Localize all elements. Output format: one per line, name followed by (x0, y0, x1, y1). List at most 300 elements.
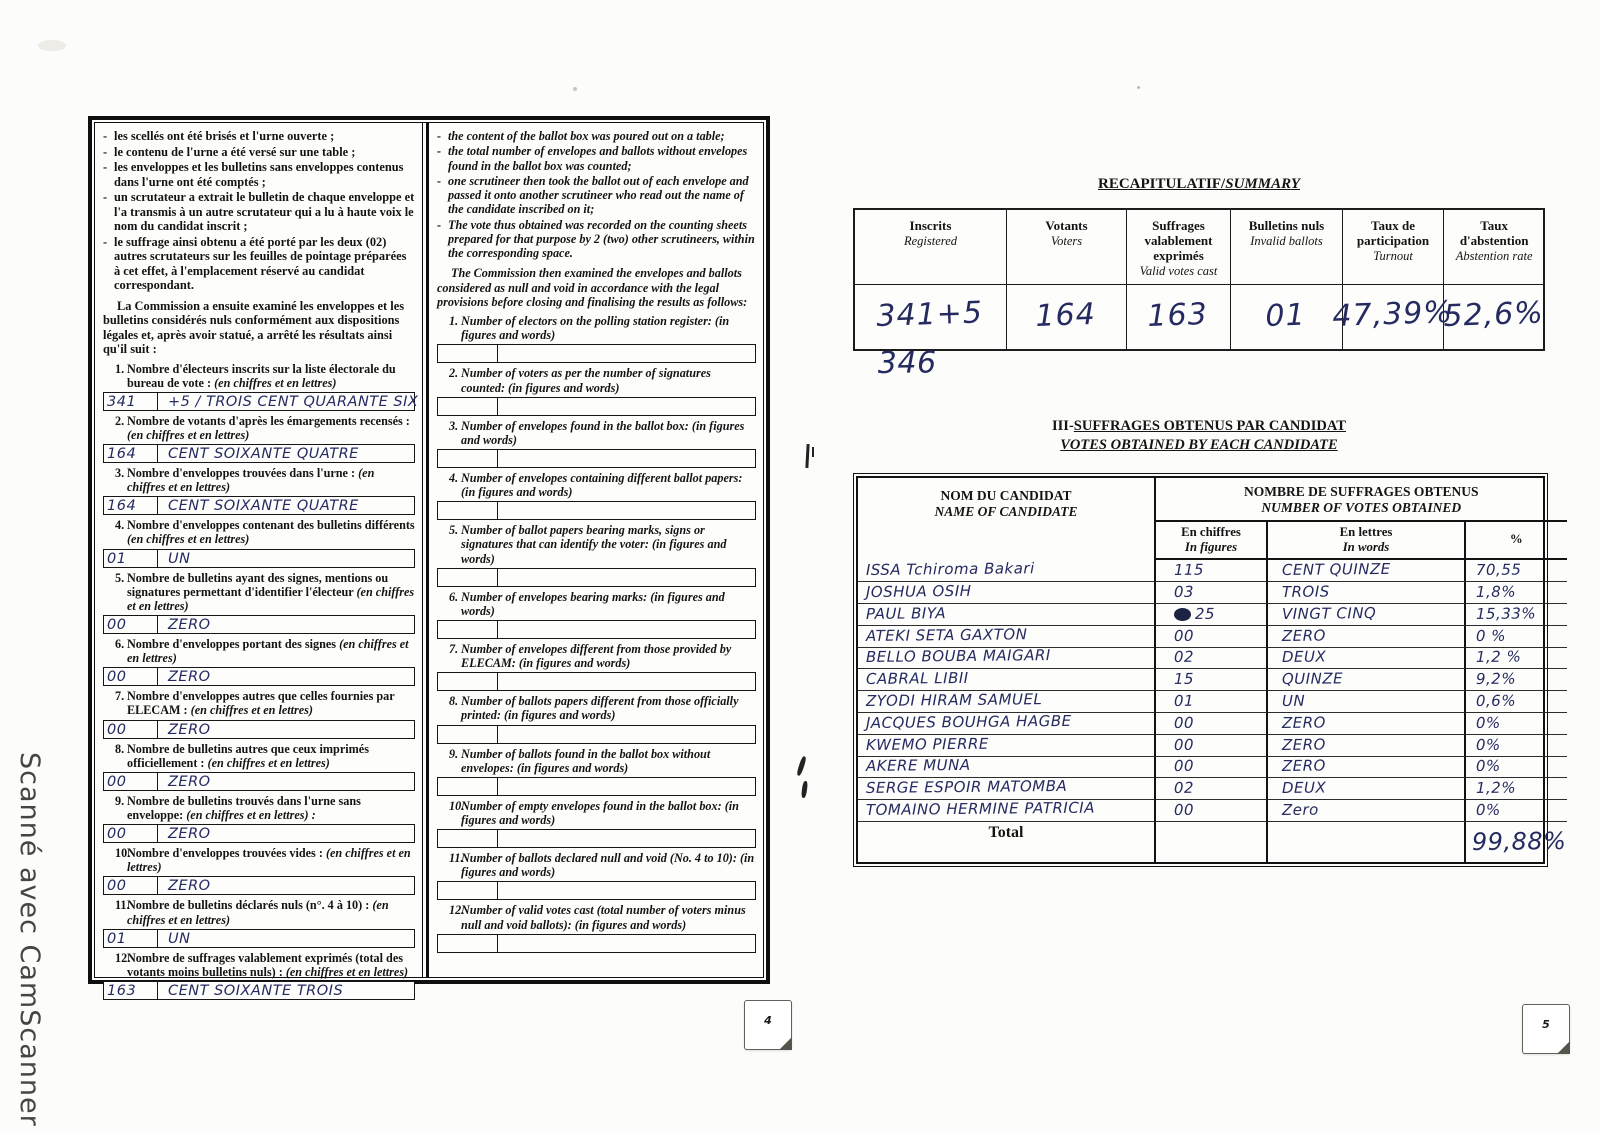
words-cell (158, 930, 414, 947)
item-number: 7. (115, 689, 125, 704)
candidate-figures: 02 (1173, 779, 1195, 798)
summary-title (853, 176, 1545, 193)
figures-cell (104, 393, 158, 410)
candidate-name: CABRAL LIBII (865, 669, 969, 689)
words-cell (498, 450, 755, 467)
candidate-percent-cell (1466, 604, 1567, 626)
item-label-text: Nombre de votants d'après les émargements recensés : (127, 413, 410, 428)
item-label-line (437, 471, 756, 499)
item-number: 5. (449, 523, 459, 538)
candidate-words: ZERO (1281, 757, 1326, 776)
figures-cell (438, 502, 498, 519)
figures-cell (438, 935, 498, 952)
section-title-fr: SUFFRAGES OBTENUS PAR CANDIDAT (1073, 418, 1346, 434)
item-label (127, 571, 415, 613)
item-number: 11. (115, 898, 130, 913)
item-label (127, 846, 415, 874)
form-item-en (437, 799, 756, 848)
words-cell (158, 825, 414, 842)
form-item-fr (103, 846, 415, 895)
figures-subheader (1156, 522, 1268, 560)
item-hint: (en chiffres et en lettres) (285, 964, 409, 979)
empty-value-box (437, 829, 756, 848)
form-item-fr (103, 742, 415, 791)
bullet-dash: - (437, 144, 442, 159)
page-number-5: 5 (1542, 1018, 1550, 1031)
candidate-percent: 0% (1475, 713, 1501, 732)
figures-cell (438, 882, 498, 899)
bullet-dash: - (103, 129, 108, 143)
candidate-words: ZERO (1281, 735, 1326, 754)
item-label: Number of ballots found in the ballot box without envelopes: (in figures and words) (461, 746, 711, 775)
candidate-name: KWEMO PIERRE (865, 734, 989, 754)
total-label: Total (858, 822, 1156, 862)
figures-cell (104, 930, 158, 947)
empty-value-box (437, 501, 756, 520)
form-item-en (437, 314, 756, 363)
camscanner-watermark: Scanné avec CamScanner (14, 752, 45, 1127)
candidate-figures: 00 (1173, 800, 1195, 820)
empty-value-box (437, 672, 756, 691)
form-item-fr (103, 518, 415, 567)
candidate-figures-cell (1156, 778, 1268, 800)
candidate-name-cell (858, 713, 1156, 735)
value-box (103, 929, 415, 948)
item-label: Number of envelopes containing different ballot papers: (in figures and words) (461, 471, 743, 500)
item-number: 1. (449, 314, 459, 329)
candidate-figures: 00 (1173, 735, 1195, 754)
handwritten-words: CENT SOIXANTE QUATRE (168, 498, 359, 515)
candidate-name: ZYODI HIRAM SAMUEL (865, 690, 1043, 711)
french-commission-paragraph: La Commission a ensuite examiné les enveloppes et les bulletins considérés nuls conformément aux dispositions légales et, après avoir statué, a arrêté les résultats ainsi qu'il suit : (103, 298, 405, 356)
candidate-percent-cell (1466, 669, 1567, 691)
value-box (103, 772, 415, 791)
words-cell (498, 882, 755, 899)
candidate-figures-cell (1156, 757, 1268, 779)
candidate-percent-cell (1466, 757, 1567, 779)
candidate-figures: 03 (1173, 582, 1195, 602)
form-border (94, 122, 764, 1000)
candidate-percent: 0% (1475, 757, 1501, 776)
item-label (127, 637, 415, 665)
empty-value-box (437, 881, 756, 900)
candidate-name: TOMAINO HERMINE PATRICIA (865, 798, 1096, 820)
votes-obtained-header (1156, 478, 1567, 522)
name-header-en: NAME OF CANDIDATE (934, 504, 1078, 519)
item-label: Number of electors on the polling station register: (in figures and words) (461, 314, 730, 343)
bullet-dash: - (103, 190, 108, 204)
item-label (127, 689, 415, 717)
empty-value-box (437, 344, 756, 363)
summary-handwritten-value: 52,6% (1442, 295, 1545, 335)
summary-value-cell (1231, 285, 1343, 349)
candidate-figures: 01 (1173, 691, 1195, 711)
candidate-words-cell (1268, 713, 1466, 735)
candidate-words-cell (1268, 735, 1466, 757)
figures-cell (104, 825, 158, 842)
summary-header-cell (1231, 210, 1343, 285)
item-label (127, 742, 415, 770)
words-subheader-en: In words (1342, 539, 1390, 554)
candidate-percent: 0 % (1475, 626, 1507, 645)
candidate-name: JOSHUA OSIH (865, 581, 972, 602)
item-label: Number of voters as per the number of signatures counted: (in figures and words) (461, 366, 711, 395)
handwritten-figures: 01 (107, 930, 127, 947)
bullet-dash: - (437, 173, 442, 188)
candidate-words: ZERO (1281, 626, 1326, 645)
handwritten-figures: 163 (107, 983, 137, 1000)
handwritten-figures: 00 (107, 721, 127, 738)
item-label-line (103, 571, 415, 613)
item-number: 12. (115, 950, 131, 965)
item-label (127, 414, 415, 442)
item-hint: (en chiffres et en lettres) : (186, 808, 316, 823)
item-number: 4. (115, 518, 125, 533)
scan-speck (573, 87, 577, 91)
handwritten-words: +5 / TROIS CENT QUARANTE SIX (168, 393, 419, 410)
item-label-line (437, 851, 756, 879)
item-label-line (103, 637, 415, 665)
form-item-en (437, 366, 756, 415)
empty-value-box (437, 449, 756, 468)
item-number: 11. (449, 851, 464, 866)
name-header-fr: NOM DU CANDIDAT (940, 488, 1072, 503)
words-cell (158, 668, 414, 685)
handwritten-words: ZERO (168, 669, 211, 686)
bullet-dash: - (437, 217, 442, 232)
candidate-figures-cell (1156, 626, 1268, 648)
figures-cell (104, 982, 158, 999)
summary-header-fr: Bulletins nuls (1248, 218, 1325, 233)
candidate-name-cell (858, 800, 1156, 822)
candidate-figures-cell (1156, 604, 1268, 626)
handwritten-words: ZERO (168, 773, 211, 790)
words-cell (158, 445, 414, 462)
words-subheader (1268, 522, 1466, 560)
summary-header-en: Abstention rate (1455, 248, 1533, 263)
form-item-en (437, 590, 756, 639)
candidate-name-cell (858, 582, 1156, 604)
value-box (103, 667, 415, 686)
candidate-percent: 0% (1475, 735, 1501, 754)
candidate-words: QUINZE (1281, 669, 1344, 689)
handwritten-figures: 01 (107, 550, 127, 567)
handwritten-figures: 00 (107, 617, 127, 634)
item-label-line (437, 747, 756, 775)
item-label-line (437, 523, 756, 565)
item-label-line (437, 419, 756, 447)
item-label-line (437, 590, 756, 618)
bullet-dash: - (437, 129, 442, 143)
bullet-item (103, 145, 415, 160)
words-subheader-fr: En lettres (1339, 525, 1393, 539)
english-column (429, 123, 763, 977)
bullet-item (103, 129, 415, 144)
sticker-fold-icon (1557, 1041, 1570, 1054)
item-number: 9. (449, 746, 459, 761)
handwritten-figures: 00 (107, 878, 127, 895)
summary-header-cell (1127, 210, 1231, 285)
form-item-fr (103, 951, 415, 1000)
form-item-en (437, 747, 756, 796)
candidate-name: JACQUES BOUHGA HAGBE (865, 711, 1072, 732)
form-item-en (437, 903, 756, 952)
form-item-fr (103, 898, 415, 947)
summary-header-cell (855, 210, 1007, 285)
summary-header-en: Valid votes cast (1139, 263, 1218, 278)
item-label (127, 951, 415, 979)
words-cell (158, 497, 414, 514)
figures-cell (438, 673, 498, 690)
item-hint: (en chiffres et en lettres) (127, 427, 250, 442)
candidate-words-cell (1268, 757, 1466, 779)
summary-title-fr: RECAPITULATIF/ (1097, 176, 1226, 192)
item-label-text: Nombre de bulletins trouvés dans l'urne sans enveloppe: (127, 793, 361, 823)
figures-cell (104, 721, 158, 738)
item-number: 5. (115, 570, 125, 585)
percent-subheader-label: % (1509, 532, 1523, 547)
empty-value-box (437, 568, 756, 587)
candidate-words-cell (1268, 626, 1466, 648)
figures-cell (438, 345, 498, 362)
candidate-words-cell (1268, 648, 1466, 670)
ballot-count-form-page (88, 116, 770, 1000)
section-title-en: VOTES OBTAINED BY EACH CANDIDATE (1060, 436, 1338, 453)
value-box (103, 615, 415, 634)
item-label-text: Nombre d'enveloppes portant des signes (127, 637, 340, 652)
item-number: 3. (449, 418, 459, 433)
figures-cell (104, 877, 158, 894)
figures-cell (104, 668, 158, 685)
candidate-words: DEUX (1281, 778, 1327, 798)
candidate-figures-cell (1156, 669, 1268, 691)
summary-header-cell (1007, 210, 1127, 285)
item-label: Number of empty envelopes found in the ballot box: (in figures and words) (461, 798, 739, 827)
empty-value-box (437, 777, 756, 796)
figures-cell (104, 445, 158, 462)
votes-header-fr: NOMBRE DE SUFFRAGES OBTENUS (1244, 484, 1479, 499)
page-number-4: 4 (764, 1014, 772, 1027)
words-cell (498, 569, 755, 586)
form-item-en (437, 694, 756, 743)
item-hint: (en chiffres et en lettres) (127, 532, 250, 547)
item-number: 2. (449, 366, 459, 381)
words-cell (158, 616, 414, 633)
item-number: 6. (115, 637, 125, 652)
handwritten-words: ZERO (168, 878, 211, 895)
candidate-name-cell (858, 604, 1156, 626)
item-label-text: Nombre d'électeurs inscrits sur la liste électorale du bureau de vote : (127, 361, 396, 390)
item-number: 3. (115, 466, 125, 481)
candidate-figures: 115 (1173, 560, 1205, 580)
page-sticker-4 (744, 1000, 792, 1050)
words-cell (498, 502, 755, 519)
candidate-words-cell (1268, 582, 1466, 604)
handwritten-words: ZERO (168, 826, 211, 843)
summary-handwritten-value: 341+5 (876, 295, 984, 335)
item-label-text: Nombre de bulletins ayant des signes, mentions ou signatures permettant d'identifier l'électeur (127, 570, 389, 599)
item-number: 12. (449, 903, 465, 918)
item-hint: (en chiffres et en lettres) (214, 375, 337, 390)
candidate-percent-cell (1466, 800, 1567, 822)
candidate-percent-cell (1466, 648, 1567, 670)
section-prefix: III- (1052, 418, 1074, 434)
candidate-name: BELLO BOUBA MAIGARI (865, 646, 1051, 667)
summary-header-fr: Inscrits (909, 218, 952, 233)
item-label-line (103, 846, 415, 874)
form-item-fr (103, 689, 415, 738)
item-label: Number of ballots papers different from those officially printed: (in figures and words) (461, 694, 739, 723)
item-label-line (103, 794, 415, 822)
candidate-name: PAUL BIYA (865, 604, 947, 623)
item-label-text: Nombre d'enveloppes trouvées dans l'urne : (127, 466, 359, 481)
figures-cell (438, 569, 498, 586)
words-cell (158, 721, 414, 738)
figures-cell (438, 398, 498, 415)
form-item-en (437, 419, 756, 468)
candidate-name-cell (858, 626, 1156, 648)
item-label-text: Nombre de bulletins déclarés nuls (n°. 4 à 10) : (127, 898, 373, 913)
item-hint: (en chiffres et en lettres) (127, 898, 389, 927)
bullet-item (103, 235, 415, 293)
handwritten-words: CENT SOIXANTE TROIS (168, 983, 344, 1000)
words-cell (498, 673, 755, 690)
item-hint: (en chiffres et en lettres) (207, 755, 330, 770)
french-column (95, 123, 422, 1000)
item-label-line (437, 642, 756, 670)
empty-value-box (437, 620, 756, 639)
candidate-name-cell (858, 778, 1156, 800)
handwritten-words: CENT SOIXANTE QUATRE (168, 446, 359, 463)
candidate-words-cell (1268, 800, 1466, 822)
summary-table (853, 208, 1545, 351)
item-label-line (437, 903, 756, 931)
candidate-figures: 02 (1173, 648, 1195, 667)
figures-cell (438, 778, 498, 795)
words-cell (498, 398, 755, 415)
item-number: 9. (115, 793, 125, 808)
value-box (103, 824, 415, 843)
summary-header-fr: Taux d'abstention (1459, 218, 1529, 248)
candidate-words: DEUX (1281, 648, 1327, 667)
handwritten-words: ZERO (168, 721, 211, 738)
handwritten-figures: 00 (107, 669, 127, 686)
candidate-words-cell (1268, 778, 1466, 800)
total-figures-cell (1156, 822, 1268, 862)
summary-header-cell (1343, 210, 1444, 285)
handwritten-figures: 00 (107, 773, 127, 790)
french-items (103, 361, 419, 1001)
registered-corrected-value: 346 (877, 345, 937, 381)
english-commission-paragraph: The Commission then examined the envelopes and ballots considered as null and void in accordance with the legal provisions before closing and finalising the results as follows: (437, 266, 748, 309)
summary-handwritten-value: 01 (1265, 297, 1307, 335)
value-box (103, 981, 415, 1000)
item-number: 6. (449, 589, 459, 604)
item-hint: (en chiffres et en lettres) (127, 637, 409, 666)
words-cell (498, 726, 755, 743)
item-label: Number of valid votes cast (total number of voters minus null and void ballots): (in figures and words) (461, 903, 746, 932)
bullet-item (103, 160, 415, 189)
summary-handwritten-value: 163 (1147, 297, 1209, 335)
candidate-figures-cell (1156, 800, 1268, 822)
words-cell (498, 345, 755, 362)
item-label-line (103, 742, 415, 770)
item-label-line (103, 362, 415, 390)
item-label-text: Nombre de bulletins autres que ceux imprimés officiellement : (127, 741, 369, 770)
bullet-item (437, 144, 756, 173)
candidate-name: SERGE ESPOIR MATOMBA (865, 777, 1068, 798)
candidate-figures: 25 (1194, 604, 1216, 623)
item-number: 10. (449, 798, 465, 813)
words-cell (158, 550, 414, 567)
item-hint: (en chiffres et en lettres) (127, 846, 411, 875)
item-label (127, 518, 415, 546)
candidate-words: VINGT CINQ (1281, 603, 1377, 623)
summary-header-cell (1444, 210, 1544, 285)
item-label: Number of envelopes found in the ballot box: (in figures and words) (461, 418, 745, 447)
candidate-percent: 0,6% (1475, 691, 1517, 711)
candidate-words: UN (1281, 691, 1306, 711)
figures-cell (438, 621, 498, 638)
value-box (103, 444, 415, 463)
empty-value-box (437, 934, 756, 953)
item-label (127, 466, 415, 494)
english-bullet-list (437, 129, 756, 260)
summary-header-en: Invalid ballots (1250, 233, 1323, 248)
bullet-dash: - (103, 160, 108, 174)
votes-section-title (853, 417, 1545, 455)
candidate-words: Zero (1281, 800, 1319, 820)
total-percent: 99,88% (1471, 826, 1567, 856)
form-item-en (437, 471, 756, 520)
candidate-name: AKERE MUNA (865, 756, 971, 776)
empty-value-box (437, 397, 756, 416)
scan-artifact-mark (805, 444, 809, 468)
candidate-words-cell (1268, 691, 1466, 713)
item-label: Number of envelopes bearing marks: (in figures and words) (461, 589, 725, 618)
candidate-figures-cell (1156, 713, 1268, 735)
candidate-name: ATEKI SETA GAXTON (865, 624, 1028, 645)
candidate-words: TROIS (1281, 582, 1330, 602)
candidate-figures: 15 (1173, 670, 1195, 689)
form-item-en (437, 851, 756, 900)
candidate-figures-cell (1156, 648, 1268, 670)
item-label-line (103, 518, 415, 546)
item-label (127, 362, 415, 390)
figures-cell (438, 830, 498, 847)
candidate-percent-cell (1466, 626, 1567, 648)
item-label-line (103, 689, 415, 717)
bullet-item (437, 218, 756, 261)
french-bullet-list (103, 129, 415, 293)
figures-cell (104, 773, 158, 790)
candidate-percent-cell (1466, 713, 1567, 735)
item-label-line (437, 366, 756, 394)
bullet-text: the content of the ballot box was poured out on a table; (448, 129, 725, 143)
candidate-words-cell (1268, 669, 1466, 691)
summary-value-cell (1331, 285, 1454, 349)
item-label-line (103, 898, 415, 926)
summary-value-cell (1127, 285, 1231, 349)
bullet-text: one scrutineer then took the ballot out of each envelope and passed it onto another scrutineer who read out the name of the candidate inscribed on it; (448, 173, 749, 217)
column-divider (422, 123, 429, 977)
votes-header-en: NUMBER OF VOTES OBTAINED (1261, 500, 1462, 515)
candidate-name-cell (858, 735, 1156, 757)
item-label (127, 794, 415, 822)
candidate-percent-cell (1466, 735, 1567, 757)
item-label-line (103, 951, 415, 979)
candidate-words: CENT QUINZE (1281, 560, 1391, 580)
